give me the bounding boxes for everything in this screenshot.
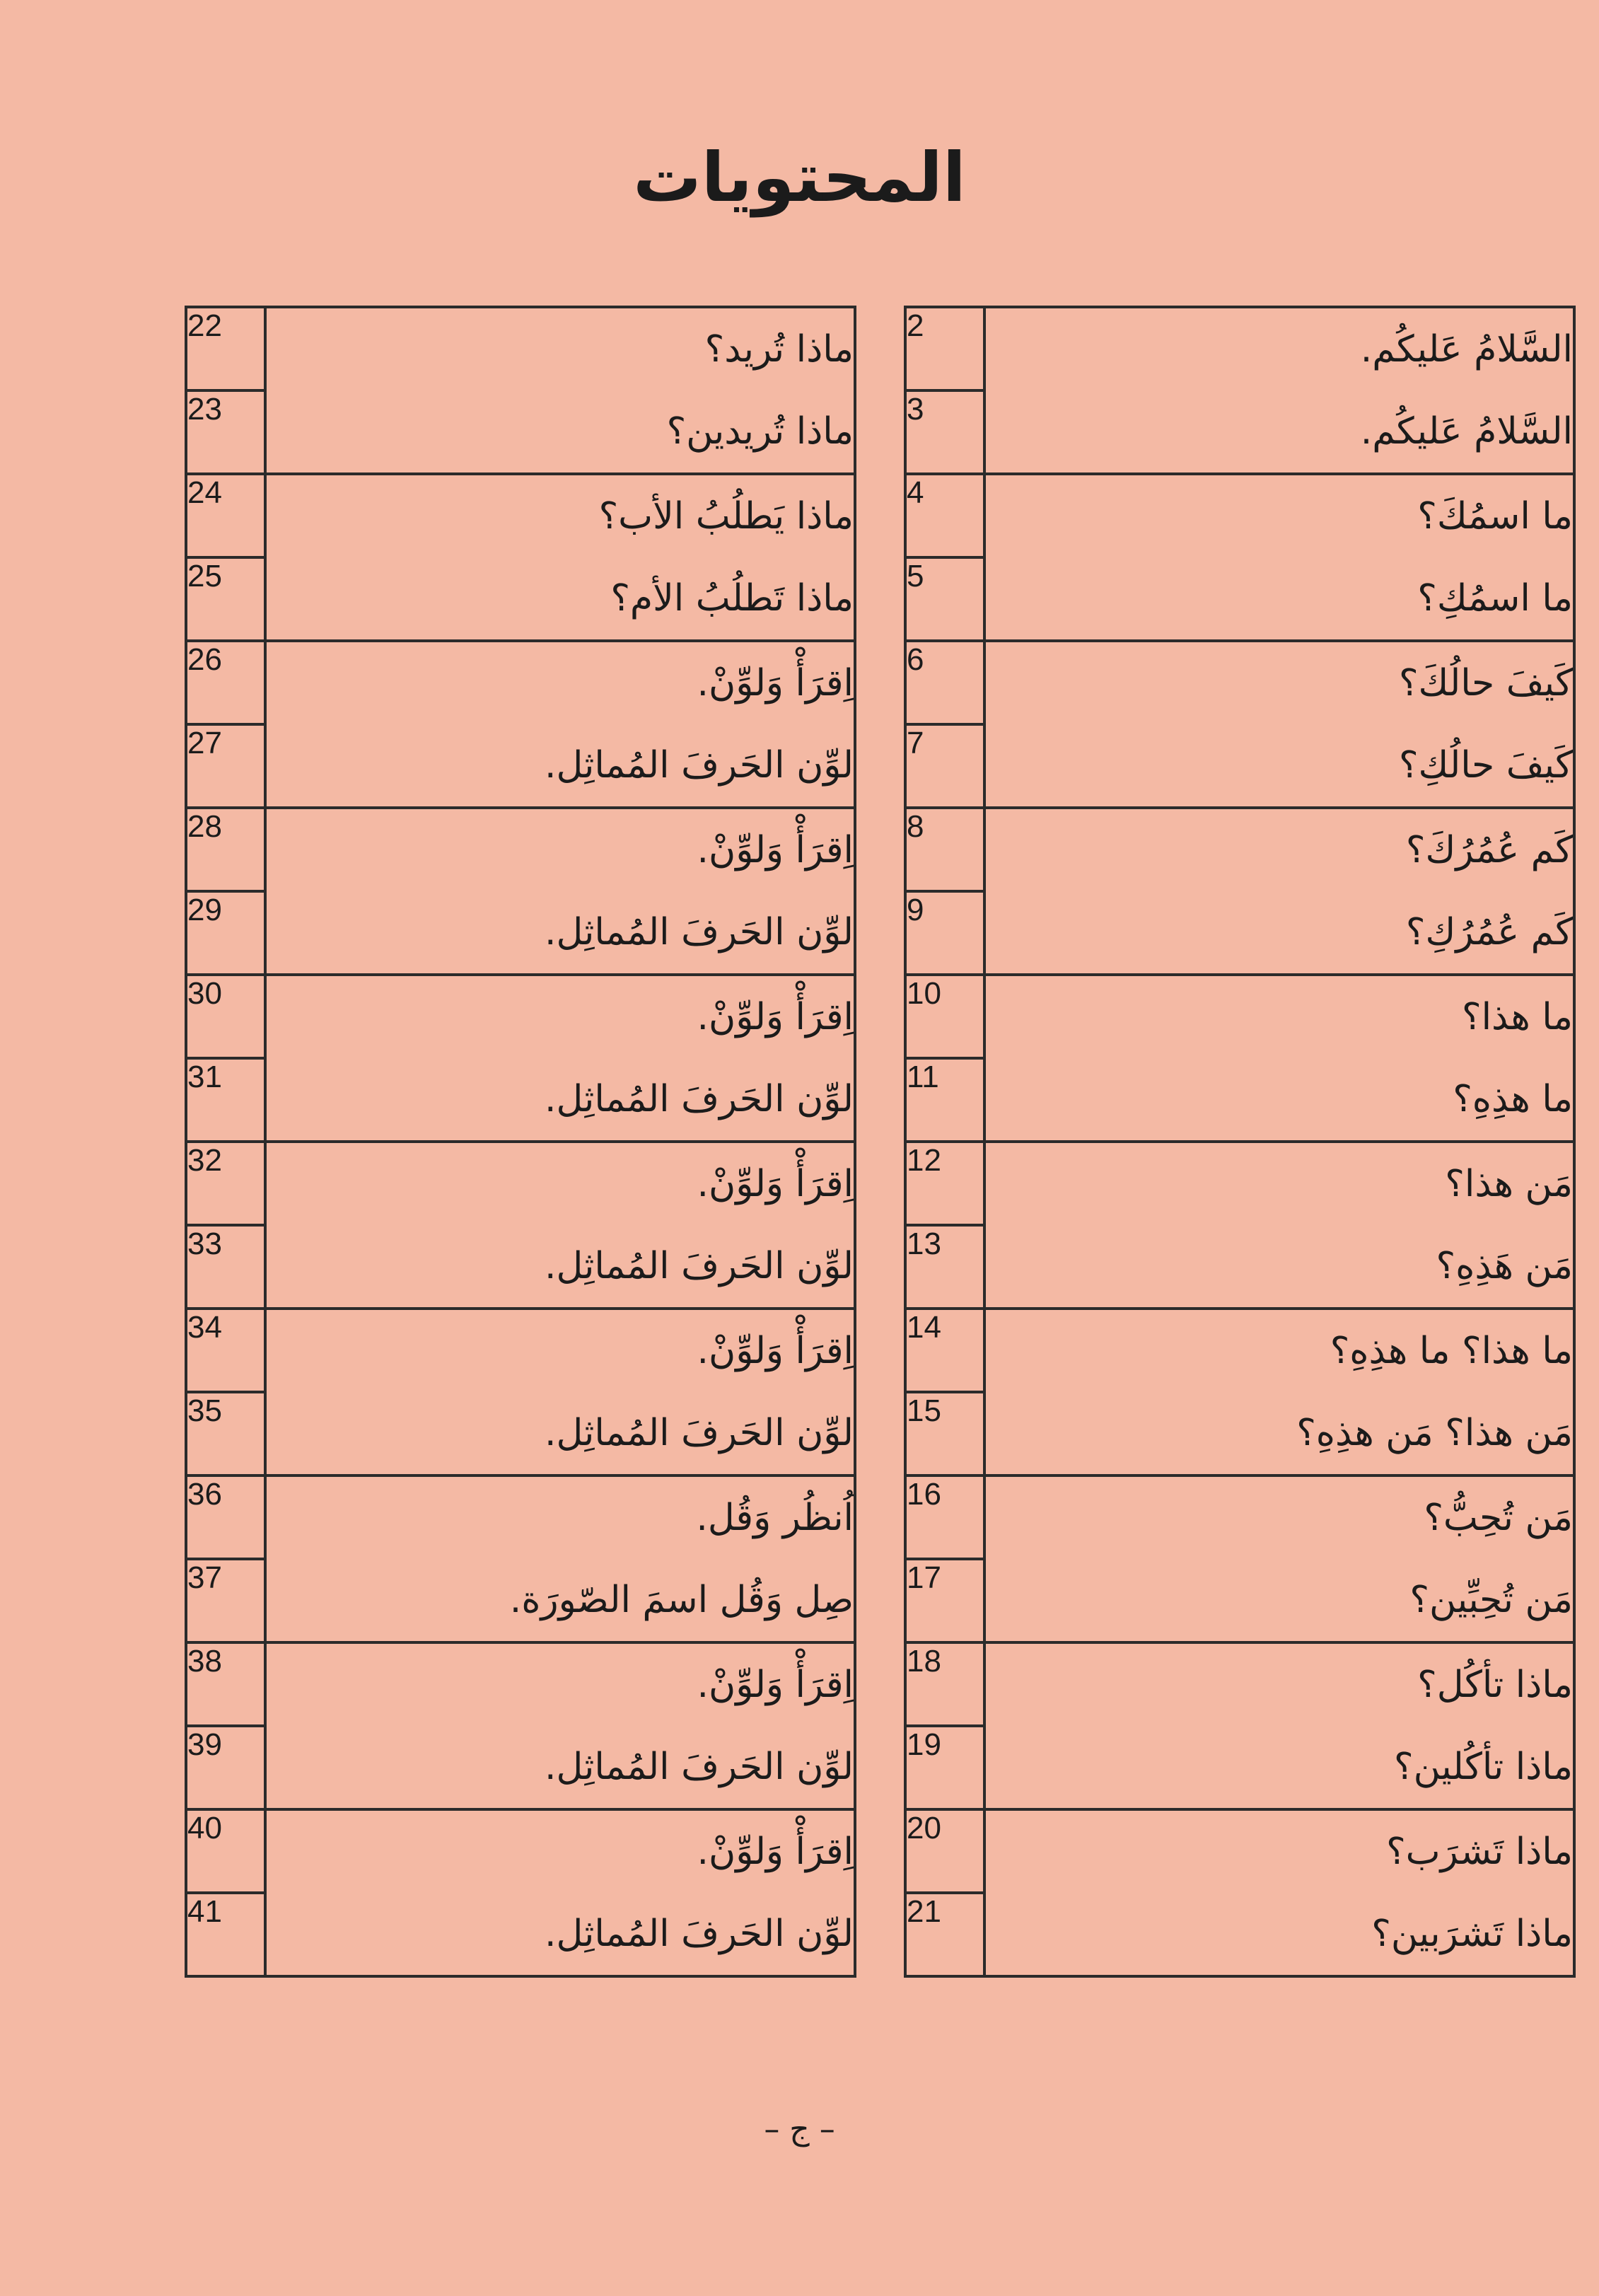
page-title: المحتويات [633,138,966,217]
toc-entry-title: ما هذا؟ ما هذِهِ؟ [984,1309,1574,1392]
toc-entry-title: ماذا تَطلُبُ الأم؟ [265,557,855,641]
toc-entry-title: كَم عُمُرُكَ؟ [984,808,1574,891]
toc-page-number: 11 [905,1058,984,1142]
toc-page-number: 38 [186,1642,265,1726]
toc-entry-title: ماذا يَطلُبُ الأب؟ [265,474,855,557]
toc-page-number: 35 [186,1392,265,1475]
toc-row [905,1309,1574,1392]
toc-table-left [185,306,856,1978]
toc-row [186,1893,855,1976]
toc-page-number: 14 [905,1309,984,1392]
toc-page-number: 41 [186,1893,265,1976]
toc-row [905,641,1574,724]
toc-page-number: 27 [186,724,265,808]
toc-row [905,1392,1574,1475]
toc-entry-title: اِقرَأْ وَلوِّنْ. [265,1809,855,1893]
toc-row [905,474,1574,557]
toc-row [905,975,1574,1058]
toc-table-right [904,306,1576,1978]
toc-page-number: 39 [186,1726,265,1809]
toc-entry-title: ما هذِهِ؟ [984,1058,1574,1142]
toc-page-number: 15 [905,1392,984,1475]
toc-page-number: 22 [186,307,265,390]
toc-entry-title: لوِّن الحَرفَ المُماثِل. [265,1893,855,1976]
toc-entry-title: ما اسمُكِ؟ [984,557,1574,641]
toc-row [186,975,855,1058]
toc-row [186,1309,855,1392]
toc-row [905,1225,1574,1309]
toc-entry-title: لوِّن الحَرفَ المُماثِل. [265,1058,855,1142]
toc-page-number: 19 [905,1726,984,1809]
toc-row [905,1058,1574,1142]
toc-page-number: 20 [905,1809,984,1893]
toc-entry-title: اِقرَأْ وَلوِّنْ. [265,975,855,1058]
toc-entry-title: السَّلامُ عَليكُم. [984,307,1574,390]
toc-entry-title: مَن هَذِهِ؟ [984,1225,1574,1309]
toc-page-number: 33 [186,1225,265,1309]
toc-page-number: 13 [905,1225,984,1309]
toc-entry-title: مَن تُحِبُّ؟ [984,1475,1574,1559]
toc-entry-title: اِقرَأْ وَلوِّنْ. [265,1142,855,1225]
toc-entry-title: مَن هذا؟ مَن هذِهِ؟ [984,1392,1574,1475]
toc-row [186,1642,855,1726]
toc-page-number: 7 [905,724,984,808]
toc-entry-title: لوِّن الحَرفَ المُماثِل. [265,1726,855,1809]
toc-row [905,891,1574,975]
toc-entry-title: اِقرَأْ وَلوِّنْ. [265,1642,855,1726]
toc-entry-title: اِقرَأْ وَلوِّنْ. [265,808,855,891]
toc-page-number: 3 [905,390,984,474]
toc-row [905,1726,1574,1809]
toc-entry-title: كَيفَ حالُكِ؟ [984,724,1574,808]
page-number: – ج – [764,2111,835,2147]
toc-row [186,1392,855,1475]
toc-row [186,808,855,891]
toc-page-number: 12 [905,1142,984,1225]
toc-row [186,1225,855,1309]
toc-entry-title: ماذا تُريد؟ [265,307,855,390]
toc-entry-title: ماذا تأكُل؟ [984,1642,1574,1726]
toc-page-number: 6 [905,641,984,724]
toc-row [186,307,855,390]
toc-page-number: 10 [905,975,984,1058]
toc-page-number: 4 [905,474,984,557]
toc-entry-title: اُنظُر وَقُل. [265,1475,855,1559]
toc-page-number: 21 [905,1893,984,1976]
toc-entry-title: ماذا تُريدين؟ [265,390,855,474]
toc-page-number: 9 [905,891,984,975]
toc-row [186,1809,855,1893]
toc-page-number: 34 [186,1309,265,1392]
toc-row [186,1726,855,1809]
toc-entry-title: كَم عُمُرُكِ؟ [984,891,1574,975]
toc-row [905,1142,1574,1225]
toc-entry-title: صِل وَقُل اسمَ الصّورَة. [265,1559,855,1642]
toc-row [186,724,855,808]
toc-row [905,1809,1574,1893]
toc-row [186,1559,855,1642]
toc-row [905,1642,1574,1726]
toc-page-number: 30 [186,975,265,1058]
toc-row [186,641,855,724]
toc-entry-title: لوِّن الحَرفَ المُماثِل. [265,1225,855,1309]
toc-entry-title: لوِّن الحَرفَ المُماثِل. [265,1392,855,1475]
toc-entry-title: ما اسمُكَ؟ [984,474,1574,557]
toc-page-number: 26 [186,641,265,724]
toc-row [905,724,1574,808]
toc-row [186,891,855,975]
toc-row [186,1142,855,1225]
toc-page-number: 2 [905,307,984,390]
toc-page-number: 37 [186,1559,265,1642]
toc-page-number: 25 [186,557,265,641]
toc-entry-title: مَن تُحِبِّين؟ [984,1559,1574,1642]
toc-row [905,1559,1574,1642]
toc-page-number: 5 [905,557,984,641]
toc-page-number: 28 [186,808,265,891]
toc-entry-title: ماذا تَشرَب؟ [984,1809,1574,1893]
toc-entry-title: اِقرَأْ وَلوِّنْ. [265,1309,855,1392]
toc-page-number: 31 [186,1058,265,1142]
toc-page-number: 29 [186,891,265,975]
toc-page-number: 16 [905,1475,984,1559]
toc-entry-title: مَن هذا؟ [984,1142,1574,1225]
toc-row [905,1475,1574,1559]
toc-row [186,557,855,641]
toc-page-number: 40 [186,1809,265,1893]
toc-row [186,474,855,557]
toc-page-number: 32 [186,1142,265,1225]
toc-entry-title: السَّلامُ عَليكُم. [984,390,1574,474]
toc-entry-title: كَيفَ حالُكَ؟ [984,641,1574,724]
toc-row [905,557,1574,641]
toc-row [905,1893,1574,1976]
toc-page-number: 36 [186,1475,265,1559]
toc-page-number: 18 [905,1642,984,1726]
toc-row [186,1058,855,1142]
toc-row [905,808,1574,891]
toc-entry-title: اِقرَأْ وَلوِّنْ. [265,641,855,724]
toc-entry-title: ماذا تأكُلين؟ [984,1726,1574,1809]
toc-page-number: 24 [186,474,265,557]
toc-entry-title: لوِّن الحَرفَ المُماثِل. [265,724,855,808]
toc-page-number: 17 [905,1559,984,1642]
toc-page-number: 23 [186,390,265,474]
toc-row [905,390,1574,474]
toc-entry-title: لوِّن الحَرفَ المُماثِل. [265,891,855,975]
toc-entry-title: ما هذا؟ [984,975,1574,1058]
toc-entry-title: ماذا تَشرَبين؟ [984,1893,1574,1976]
toc-row [186,390,855,474]
toc-row [905,307,1574,390]
toc-page-number: 8 [905,808,984,891]
toc-row [186,1475,855,1559]
